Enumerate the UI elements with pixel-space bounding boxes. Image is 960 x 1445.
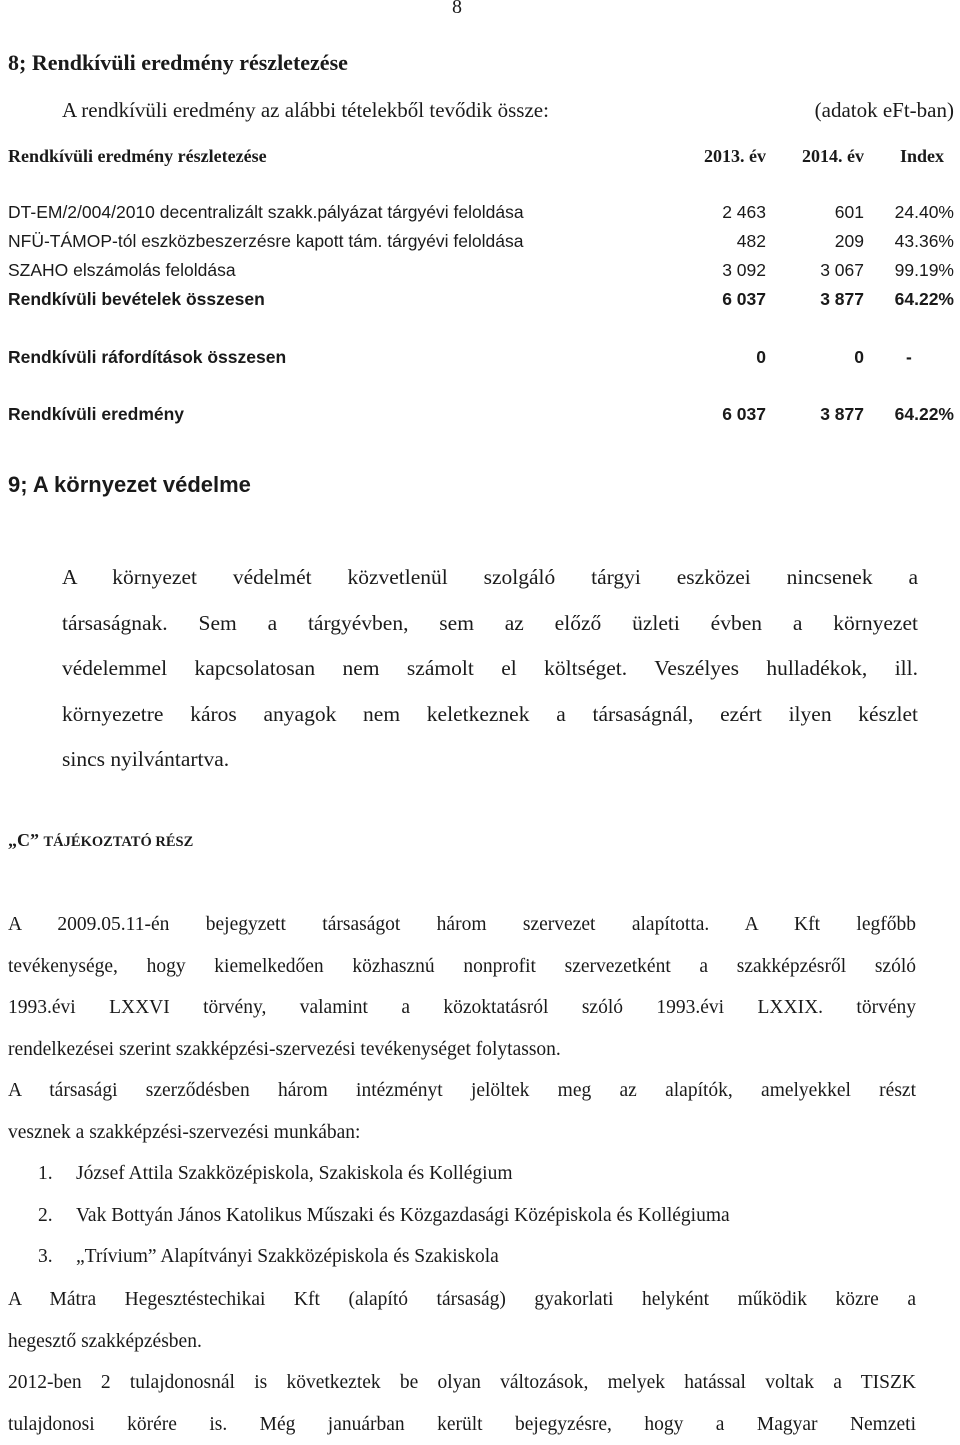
row-value-2013: 3 092 (722, 260, 766, 281)
paragraph-line: védelemmel kapcsolatosan nem számolt el költséget. Veszélyes hulladékok, ill. (62, 646, 918, 692)
row-value-2014: 3 067 (820, 260, 864, 281)
list-text: József Attila Szakközépiskola, Szakiskola és Kollégium (76, 1163, 513, 1184)
list-item (38, 1236, 730, 1278)
row-index: 43.36% (895, 231, 954, 252)
section-c-paragraph-1 (8, 904, 916, 1153)
unit-note: (adatok eFt-ban) (815, 98, 954, 123)
paragraph-line: rendelkezései szerint szakképzési-szervezési tevékenységet folytasson. (8, 1029, 916, 1071)
row-label: SZAHO elszámolás feloldása (8, 260, 236, 281)
total-income-row (8, 289, 952, 313)
paragraph-line: A környezet védelmét közvetlenül szolgáló tárgyi eszközei nincsenek a (62, 555, 918, 601)
paragraph-line: társaságnak. Sem a tárgyévben, sem az előző üzleti évben a környezet (62, 601, 918, 647)
row-value-2014: 3 877 (820, 404, 864, 425)
table-row (8, 202, 952, 226)
list-item (38, 1153, 730, 1195)
row-label: Rendkívüli bevételek összesen (8, 289, 265, 310)
paragraph-line: 1993.évi LXXVI törvény, valamint a közoktatásról szóló 1993.évi LXXIX. törvény (8, 987, 916, 1029)
row-label: Rendkívüli eredmény (8, 404, 184, 425)
paragraph-line: környezetre káros anyagok nem keletkeznek a társaságnál, ezért ilyen készlet (62, 692, 918, 738)
paragraph-line: vesznek a szakképzési-szervezési munkában: (8, 1112, 916, 1154)
paragraph-line: sincs nyilvántartva. (62, 737, 918, 783)
paragraph-line: tulajdonosi körére is. Még januárban került bejegyzésre, hogy a Magyar Nemzeti (8, 1404, 916, 1445)
list-number: 3. (38, 1236, 53, 1278)
row-value-2013: 6 037 (722, 289, 766, 310)
row-value-2013: 2 463 (722, 202, 766, 223)
paragraph-line: 2012-ben 2 tulajdonosnál is következtek be olyan változások, melyek hatással voltak a TISZK (8, 1362, 916, 1404)
section-8-intro: A rendkívüli eredmény az alábbi tételekből tevődik össze: (62, 98, 549, 123)
row-label: DT-EM/2/004/2010 decentralizált szakk.pályázat tárgyévi feloldása (8, 202, 524, 223)
paragraph-line: A 2009.05.11-én bejegyzett társaságot három szervezet alapította. A Kft legfőbb (8, 904, 916, 946)
paragraph-line: A Mátra Hegesztéstechikai Kft (alapító társaság) gyakorlati helyként működik közre a (8, 1279, 916, 1321)
row-index: - (906, 347, 912, 368)
row-value-2014: 0 (854, 347, 864, 368)
row-index: 99.19% (895, 260, 954, 281)
row-index: 24.40% (895, 202, 954, 223)
section-c-prefix: „C” (8, 830, 39, 850)
table-row (8, 231, 952, 255)
header-year-2013: 2013. év (704, 146, 766, 167)
header-index: Index (900, 146, 944, 167)
paragraph-line: A társasági szerződésben három intézményt jelöltek meg az alapítók, amelyekkel részt (8, 1070, 916, 1112)
row-value-2014: 209 (835, 231, 864, 252)
list-text: „Trívium” Alapítványi Szakközépiskola és Szakiskola (76, 1246, 499, 1267)
list-text: Vak Bottyán János Katolikus Műszaki és Közgazdasági Középiskola és Kollégiuma (76, 1205, 730, 1226)
total-expense-row (8, 347, 952, 371)
section-8-title: 8; Rendkívüli eredmény részletezése (8, 50, 348, 76)
section-c-paragraph-2 (8, 1279, 916, 1445)
list-number: 2. (38, 1195, 53, 1237)
header-year-2014: 2014. év (802, 146, 864, 167)
founder-institutions-list (38, 1153, 730, 1278)
row-index: 64.22% (895, 404, 954, 425)
row-value-2013: 0 (756, 347, 766, 368)
section-9-title: 9; A környezet védelme (8, 472, 251, 498)
row-value-2014: 601 (835, 202, 864, 223)
paragraph-line: hegesztő szakképzésben. (8, 1321, 916, 1363)
result-row (8, 404, 952, 428)
table-header (8, 146, 952, 170)
row-label: Rendkívüli ráfordítások összesen (8, 347, 286, 368)
row-value-2013: 6 037 (722, 404, 766, 425)
row-index: 64.22% (895, 289, 954, 310)
row-value-2013: 482 (737, 231, 766, 252)
section-9-paragraph (62, 555, 918, 783)
row-label: NFÜ-TÁMOP-tól eszközbeszerzésre kapott tám. tárgyévi feloldása (8, 231, 523, 252)
table-row (8, 260, 952, 284)
list-item (38, 1195, 730, 1237)
page-number: 8 (452, 0, 462, 19)
header-label: Rendkívüli eredmény részletezése (8, 146, 267, 167)
row-value-2014: 3 877 (820, 289, 864, 310)
paragraph-line: tevékenysége, hogy kiemelkedően közhasznú nonprofit szervezetként a szakképzésről szóló (8, 946, 916, 988)
section-c-heading: TÁJÉKOZTATÓ RÉSZ (44, 834, 194, 850)
section-c-title (8, 830, 193, 851)
list-number: 1. (38, 1153, 53, 1195)
